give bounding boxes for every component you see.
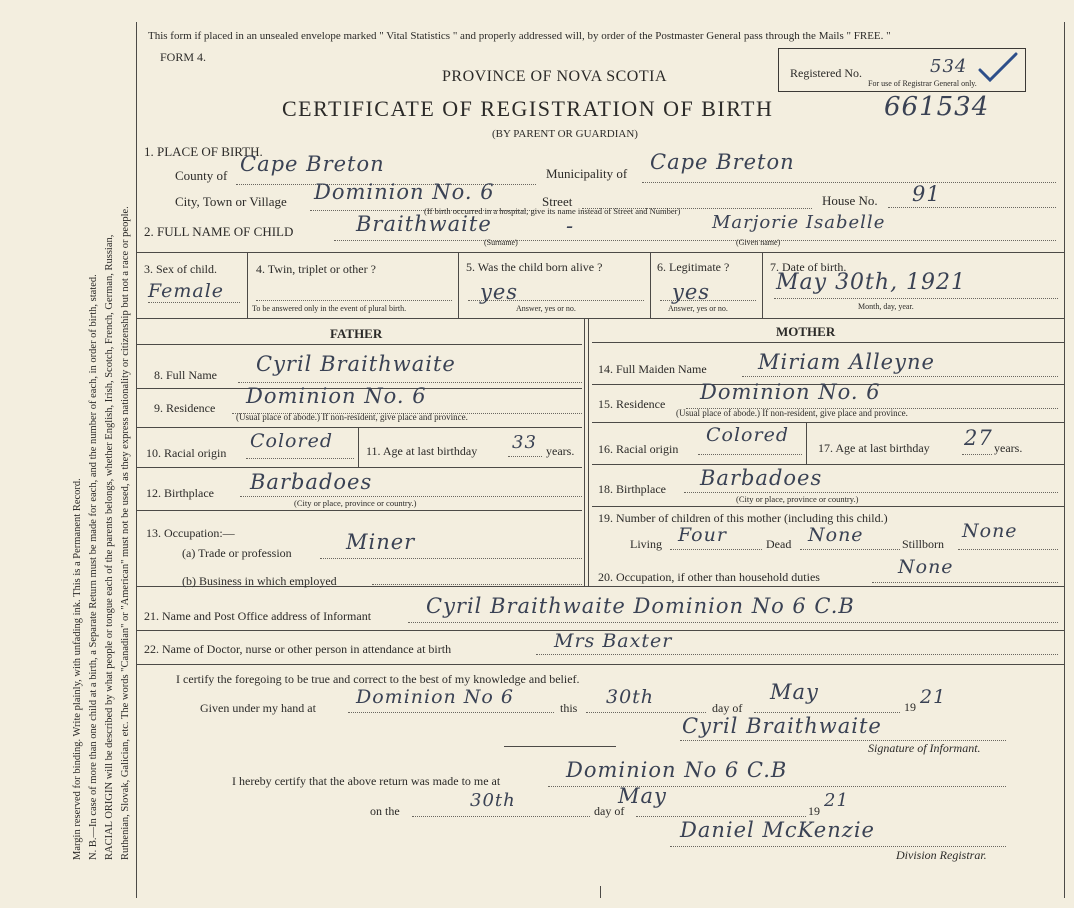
mother-age: 27: [964, 426, 993, 450]
child-given: Marjorie Isabelle: [712, 212, 886, 233]
father-birthplace-label: 12. Birthplace: [146, 486, 214, 500]
father-age-label: 11. Age at last birthday: [366, 444, 478, 458]
living-label: Living: [630, 537, 662, 551]
registrar-place: Dominion No 6 C.B: [566, 758, 788, 782]
father-birthplace: Barbadoes: [250, 470, 373, 494]
father-age: 33: [512, 432, 537, 453]
father-residence-note: (Usual place of abode.) If non-resident, give place and province.: [236, 412, 468, 422]
given-day: 30th: [606, 686, 655, 708]
child-dash: -: [566, 214, 575, 238]
mother-residence-label: 15. Residence: [598, 397, 666, 411]
child-name-label: 2. FULL NAME OF CHILD: [144, 224, 294, 239]
house-value: 91: [912, 182, 941, 206]
registrar-statement: I hereby certify that the above return was made to me at: [232, 774, 501, 788]
signature-label: Signature of Informant.: [868, 741, 981, 755]
mother-residence-note: (Usual place of abode.) If non-resident, give place and province.: [676, 408, 908, 418]
given-year: 21: [920, 686, 947, 708]
given-note: (Given name): [736, 238, 781, 247]
informant-signature: Cyril Braithwaite: [682, 714, 882, 738]
living-value: Four: [678, 524, 727, 546]
father-trade: Miner: [346, 530, 416, 554]
county-label: County of: [175, 168, 228, 183]
child-surname: Braithwaite: [356, 212, 492, 236]
registrar-year: 21: [824, 790, 849, 811]
year-prefix: 19: [904, 700, 916, 714]
father-trade-label: (a) Trade or profession: [182, 546, 292, 560]
registrar-day: 30th: [470, 790, 516, 811]
father-name: Cyril Braithwaite: [256, 352, 456, 376]
check-mark-icon: [978, 52, 1018, 82]
frame-right: [1064, 22, 1065, 898]
legit-note: Answer, yes or no.: [668, 304, 728, 313]
twin-label: 4. Twin, triplet or other ?: [256, 262, 376, 276]
registrar-month: May: [618, 784, 667, 808]
date-value: May 30th, 1921: [776, 270, 967, 295]
municipality-label: Municipality of: [546, 166, 628, 181]
surname-note: (Surname): [484, 238, 518, 247]
registrar-label: Division Registrar.: [896, 848, 987, 862]
registered-number: 534: [930, 56, 968, 77]
dead-value: None: [808, 524, 864, 546]
certificate-number: 661534: [884, 92, 990, 122]
certificate-subtitle: (BY PARENT OR GUARDIAN): [492, 128, 638, 140]
legit-label: 6. Legitimate ?: [657, 260, 730, 274]
this-label: this: [560, 701, 578, 715]
father-residence: Dominion No. 6: [246, 384, 427, 408]
mother-birthplace: Barbadoes: [700, 466, 823, 490]
doctor-value: Mrs Baxter: [554, 630, 673, 652]
registrar-year-prefix: 19: [808, 804, 820, 818]
mother-name: Miriam Alleyne: [758, 350, 935, 374]
place-heading: 1. PLACE OF BIRTH.: [144, 144, 263, 159]
mother-years: years.: [994, 441, 1023, 455]
alive-note: Answer, yes or no.: [516, 304, 576, 313]
informant-value: Cyril Braithwaite Dominion No 6 C.B: [426, 594, 855, 618]
stillborn-label: Stillborn: [902, 537, 945, 551]
mother-racial-label: 16. Racial origin: [598, 442, 679, 456]
dead-label: Dead: [766, 537, 792, 551]
mother-racial: Colored: [706, 424, 789, 446]
house-label: House No.: [822, 193, 878, 208]
margin-nb-note: N. B.—In case of more than one child at a birth, a Separate Return must be made for each, and the number of each, in order of birth, stated.: [88, 274, 99, 860]
date-label: 7. Date of birth.: [770, 260, 847, 274]
legit-value: yes: [672, 280, 711, 304]
father-residence-label: 9. Residence: [154, 401, 216, 415]
registrar-signature: Daniel McKenzie: [680, 818, 875, 842]
mother-name-label: 14. Full Maiden Name: [598, 362, 707, 376]
mother-residence: Dominion No. 6: [700, 380, 881, 404]
date-note: Month, day, year.: [858, 302, 914, 311]
twin-note: To be answered only in the event of plural birth.: [252, 304, 407, 313]
given-place: Dominion No 6: [356, 686, 514, 708]
on-the-label: on the: [370, 804, 400, 818]
province-heading: PROVINCE OF NOVA SCOTIA: [442, 68, 668, 85]
father-racial-label: 10. Racial origin: [146, 446, 227, 460]
alive-value: yes: [480, 280, 519, 304]
father-occupation-label: 13. Occupation:—: [146, 526, 235, 540]
form-number: FORM 4.: [160, 50, 207, 64]
stillborn-value: None: [962, 520, 1018, 542]
city-value: Dominion No. 6: [314, 180, 495, 204]
mother-occupation-label: 20. Occupation, if other than household duties: [598, 570, 820, 584]
doctor-label: 22. Name of Doctor, nurse or other person in attendance at birth: [144, 642, 452, 656]
hospital-note: (If birth occurred in a hospital, give its name instead of Street and Number): [424, 206, 681, 216]
mother-children-label: 19. Number of children of this mother (including this child.): [598, 511, 888, 525]
registrar-day-of: day of: [594, 804, 625, 818]
father-years: years.: [546, 444, 575, 458]
frame-left: [136, 22, 137, 898]
certify-statement: I certify the foregoing to be true and correct to the best of my knowledge and belief.: [176, 672, 580, 686]
county-value: Cape Breton: [240, 152, 385, 176]
father-heading: FATHER: [330, 326, 383, 341]
day-of-label: day of: [712, 701, 743, 715]
registered-note: For use of Registrar General only.: [868, 79, 977, 88]
given-month: May: [770, 680, 819, 704]
certificate-title: CERTIFICATE OF REGISTRATION OF BIRTH: [282, 96, 774, 121]
margin-racial-note-2: Ruthenian, Slovak, Galician, etc. The words "Canadian" or "American" must not be used, as they express nationality or citizenship but not a race or people.: [120, 206, 131, 860]
mother-birthplace-note: (City or place, province or country.): [736, 494, 859, 504]
father-name-label: 8. Full Name: [154, 368, 217, 382]
sex-label: 3. Sex of child.: [144, 262, 217, 276]
street-label: Street: [542, 194, 573, 209]
municipality-value: Cape Breton: [650, 150, 795, 174]
mail-notice: This form if placed in an unsealed envelope marked " Vital Statistics " and properly addressed will, by order of the Postmaster General pass through the Mails " FREE. ": [148, 30, 891, 42]
mother-occupation: None: [898, 556, 954, 578]
margin-binding-note: Margin reserved for binding. Write plainly, with unfading ink. This is a Permanent Record.: [72, 478, 83, 860]
sex-value: Female: [148, 280, 225, 302]
father-business-label: (b) Business in which employed: [182, 574, 337, 588]
informant-label: 21. Name and Post Office address of Informant: [144, 609, 372, 623]
father-birthplace-note: (City or place, province or country.): [294, 498, 417, 508]
registered-label: Registered No.: [790, 66, 862, 80]
city-label: City, Town or Village: [175, 194, 287, 209]
margin-racial-note: RACIAL ORIGIN will be described by what people or tongue each of the parents belongs, whether English, Irish, Scotch, French, German, Russian,: [104, 234, 115, 860]
alive-label: 5. Was the child born alive ?: [466, 260, 603, 274]
mother-birthplace-label: 18. Birthplace: [598, 482, 666, 496]
mother-age-label: 17. Age at last birthday: [818, 441, 930, 455]
mother-heading: MOTHER: [776, 324, 836, 339]
given-label: Given under my hand at: [200, 701, 316, 715]
father-racial: Colored: [250, 430, 333, 452]
